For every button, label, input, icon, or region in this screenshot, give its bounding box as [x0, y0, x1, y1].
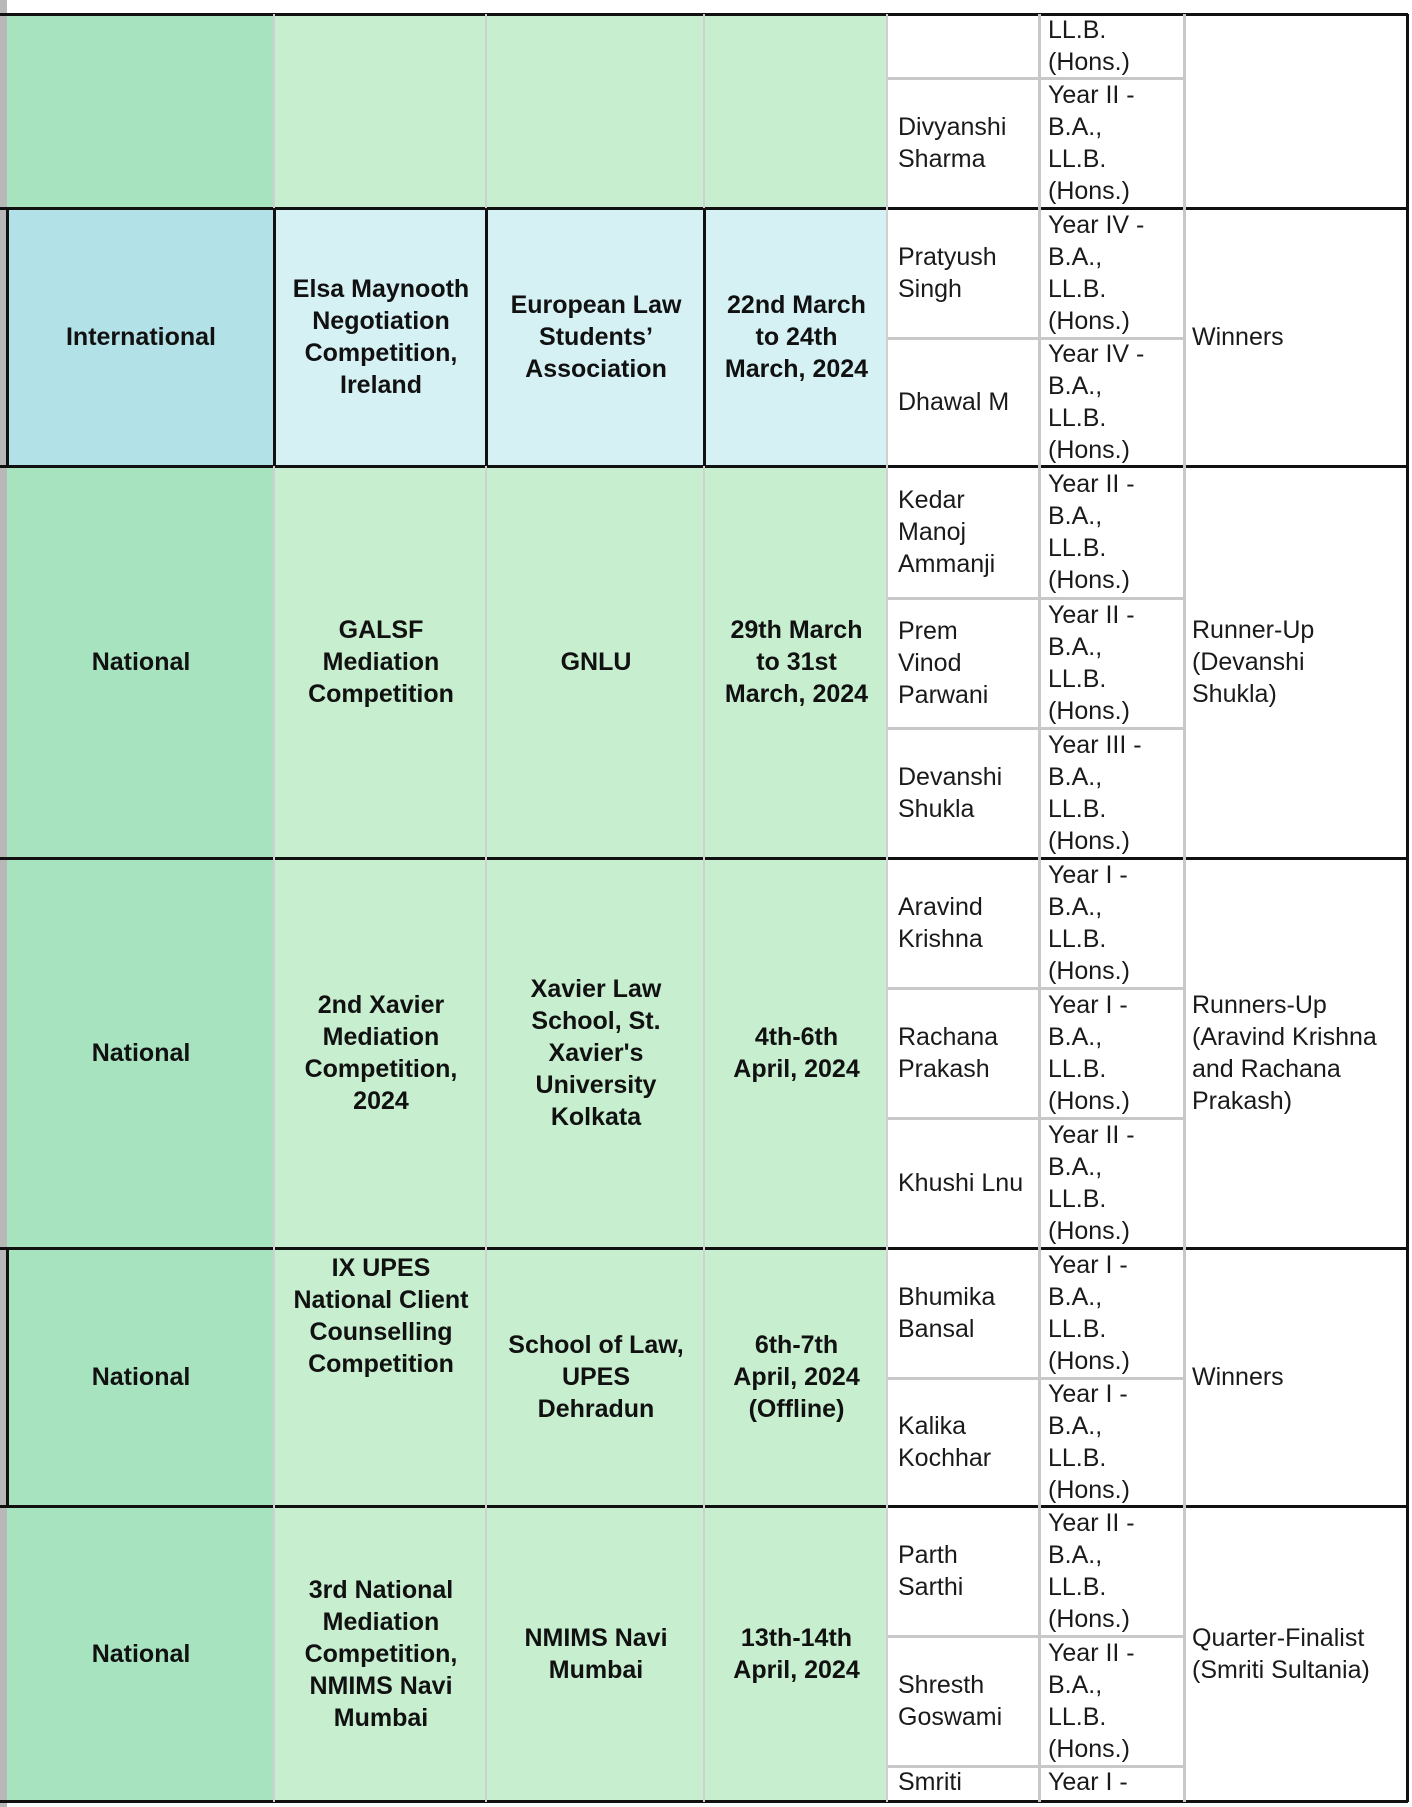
participant-divider — [888, 1377, 1184, 1380]
row-border — [703, 208, 706, 466]
organizer-cell: European Law Students’ Association — [487, 208, 705, 466]
row-border — [273, 208, 276, 466]
participant-year: Year I - B.A., LL.B. (Hons.) — [1040, 988, 1184, 1118]
participant-name: Rachana Prakash — [888, 988, 1040, 1118]
result-cell: Runner-Up (Devanshi Shukla) — [1184, 466, 1408, 858]
participant-year: Year II - B.A., LL.B. (Hons.) — [1040, 78, 1184, 208]
competition-cell: 3rd National Mediation Competition, NMIMS Navi Mumbai — [275, 1506, 487, 1801]
participant-year: Year I - — [1040, 1766, 1184, 1801]
participant-year: Year II - B.A., LL.B. (Hons.) — [1040, 598, 1184, 728]
participant-divider — [888, 1117, 1184, 1120]
participant-divider — [888, 1635, 1184, 1638]
participant-name: Shresth Goswami — [888, 1636, 1040, 1766]
competition-cell: Elsa Maynooth Negotiation Competition, Ireland — [275, 208, 487, 466]
level-cell: National — [7, 466, 275, 858]
participant-year: Year III - B.A., LL.B. (Hons.) — [1040, 728, 1184, 858]
level-cell: National — [7, 1506, 275, 1801]
result-cell: Winners — [1184, 208, 1408, 466]
organizer-cell: Xavier Law School, St. Xavier's University Kolkata — [487, 858, 705, 1248]
result-cell — [1184, 14, 1408, 208]
row-border — [6, 1248, 9, 1506]
participant-name: Smriti — [888, 1766, 1040, 1801]
participant-name: Parth Sarthi — [888, 1506, 1040, 1636]
participant-name: Bhumika Bansal — [888, 1248, 1040, 1378]
participant-divider — [888, 727, 1184, 730]
organizer-cell: NMIMS Navi Mumbai — [487, 1506, 705, 1801]
column-divider — [886, 14, 888, 1802]
participant-year: Year II - B.A., LL.B. (Hons.) — [1040, 1636, 1184, 1766]
participant-name: Khushi Lnu — [888, 1118, 1040, 1248]
competition-cell: GALSF Mediation Competition — [275, 466, 487, 858]
participant-year: Year IV - B.A., LL.B. (Hons.) — [1040, 208, 1184, 338]
participant-name: Aravind Krishna — [888, 858, 1040, 988]
competition-cell — [275, 14, 487, 208]
participant-year: Year II - B.A., LL.B. (Hons.) — [1040, 466, 1184, 598]
dates-cell — [705, 14, 888, 208]
level-cell: National — [7, 1248, 275, 1506]
organizer-cell: GNLU — [487, 466, 705, 858]
participant-year: LL.B. (Hons.) — [1040, 14, 1184, 78]
row-border — [485, 208, 488, 466]
level-cell — [7, 14, 275, 208]
column-divider — [1406, 14, 1409, 1802]
result-cell: Winners — [1184, 1248, 1408, 1506]
dates-cell: 4th-6th April, 2024 — [705, 858, 888, 1248]
dates-cell: 22nd March to 24th March, 2024 — [705, 208, 888, 466]
level-cell: International — [7, 208, 275, 466]
participant-divider — [888, 77, 1184, 80]
participant-divider — [888, 1765, 1184, 1768]
column-divider — [1183, 14, 1186, 1802]
dates-cell: 13th-14th April, 2024 — [705, 1506, 888, 1801]
participant-year: Year I - B.A., LL.B. (Hons.) — [1040, 1378, 1184, 1506]
dates-cell: 6th-7th April, 2024 (Offline) — [705, 1248, 888, 1506]
dates-cell: 29th March to 31st March, 2024 — [705, 466, 888, 858]
participant-divider — [888, 987, 1184, 990]
participant-year: Year IV - B.A., LL.B. (Hons.) — [1040, 338, 1184, 466]
participant-year: Year I - B.A., LL.B. (Hons.) — [1040, 1248, 1184, 1378]
competition-cell: 2nd Xavier Mediation Competition, 2024 — [275, 858, 487, 1248]
participant-name: Kedar Manoj Ammanji — [888, 466, 1040, 598]
participant-divider — [888, 597, 1184, 600]
column-divider — [1038, 14, 1041, 1802]
level-cell: National — [7, 858, 275, 1248]
participant-divider — [888, 337, 1184, 340]
participant-name: Pratyush Singh — [888, 208, 1040, 338]
participant-name: Kalika Kochhar — [888, 1378, 1040, 1506]
result-cell: Quarter-Finalist (Smriti Sultania) — [1184, 1506, 1408, 1801]
result-cell: Runners-Up (Aravind Krishna and Rachana Prakash) — [1184, 858, 1408, 1248]
participant-name: Dhawal M — [888, 338, 1040, 466]
competition-cell: IX UPES National Client Counselling Competition — [275, 1248, 487, 1506]
organizer-cell — [487, 14, 705, 208]
row-border — [6, 208, 9, 466]
participant-name: Prem Vinod Parwani — [888, 598, 1040, 728]
participant-name: Devanshi Shukla — [888, 728, 1040, 858]
participant-year: Year I - B.A., LL.B. (Hons.) — [1040, 858, 1184, 988]
participant-name — [888, 14, 1040, 78]
participant-name: Divyanshi Sharma — [888, 78, 1040, 208]
organizer-cell: School of Law, UPES Dehradun — [487, 1248, 705, 1506]
participant-year: Year II - B.A., LL.B. (Hons.) — [1040, 1118, 1184, 1248]
participant-year: Year II - B.A., LL.B. (Hons.) — [1040, 1506, 1184, 1636]
